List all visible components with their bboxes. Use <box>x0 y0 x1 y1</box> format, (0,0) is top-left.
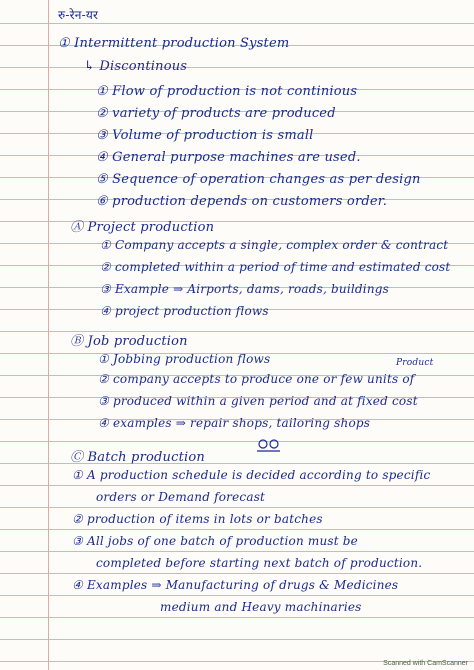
project-title: Ⓐ Project production <box>70 220 215 235</box>
batch-title: Ⓒ Batch production <box>70 450 205 465</box>
list-item: ⑥ production depends on customers order. <box>96 194 388 209</box>
list-item: ④ examples ⇒ repair shops, tailoring shops <box>98 416 371 430</box>
list-item: ③ All jobs of one batch of production must be <box>72 534 358 548</box>
section-title: ① Intermittent production System <box>58 36 290 51</box>
list-item: ⑤ Sequence of operation changes as per design <box>96 172 421 187</box>
list-item: ② company accepts to produce one or few units of <box>98 372 415 386</box>
list-item: ② completed within a period of time and estimated cost <box>100 260 451 274</box>
list-item: orders or Demand forecast <box>96 490 266 504</box>
list-item: ③ Example ⇒ Airports, dams, roads, buildings <box>100 282 389 296</box>
list-item: ③ Volume of production is small <box>96 128 314 143</box>
margin-line <box>48 0 49 670</box>
list-item: ① Company accepts a single, complex order & contract <box>100 238 449 252</box>
job-note: Product <box>396 358 434 368</box>
scanner-watermark: Scanned with CamScanner <box>383 660 468 667</box>
job-title: Ⓑ Job production <box>70 334 188 349</box>
list-item: ① Flow of production is not continious <box>96 84 358 99</box>
list-item: ② variety of products are produced <box>96 106 336 121</box>
list-item: ① Jobbing production flows <box>98 352 271 366</box>
list-item: ④ General purpose machines are used. <box>96 150 361 165</box>
list-item: ④ project production flows <box>100 304 269 318</box>
list-item: medium and Heavy machinaries <box>160 600 362 614</box>
scribble-icon <box>254 438 282 456</box>
list-item: ④ Examples ⇒ Manufacturing of drugs & Medicines <box>72 578 399 592</box>
list-item: ① A production schedule is decided according to specific <box>72 468 431 482</box>
section-subtitle: ↳ Discontinous <box>84 59 188 74</box>
list-item: ③ produced within a given period and at fixed cost <box>98 394 418 408</box>
list-item: ② production of items in lots or batches <box>72 512 323 526</box>
page-heading: रु-रेन-यर <box>58 8 99 22</box>
list-item: completed before starting next batch of production. <box>96 556 423 570</box>
